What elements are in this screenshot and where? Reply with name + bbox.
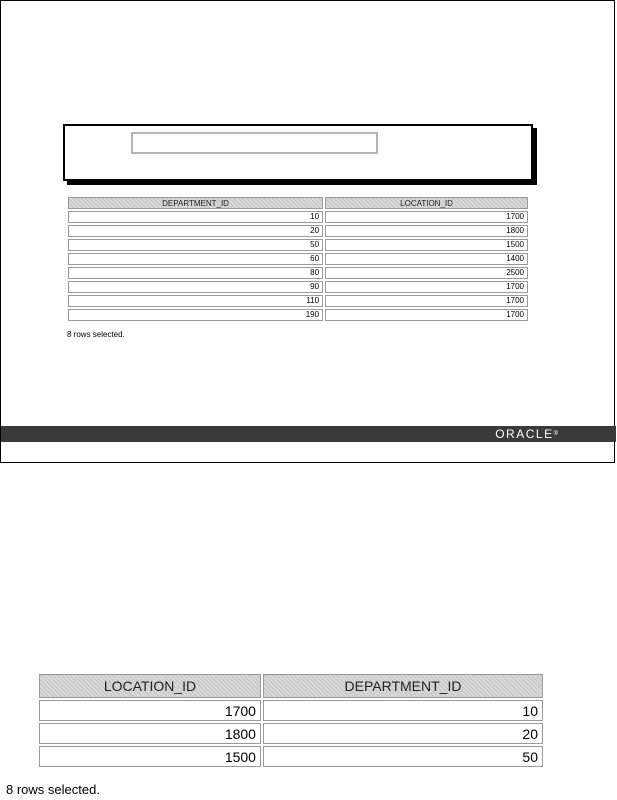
table-cell: 1500 <box>325 239 528 251</box>
table-cell: 2500 <box>325 267 528 279</box>
column-header: LOCATION_ID <box>325 197 528 209</box>
oracle-logo-text: ORACLE <box>495 427 554 441</box>
table-cell: 90 <box>68 281 323 293</box>
table-row <box>68 211 528 223</box>
table-cell: 1700 <box>39 700 261 721</box>
trademark-icon: ® <box>553 431 558 437</box>
table-cell: 80 <box>68 267 323 279</box>
table-cell: 10 <box>68 211 323 223</box>
table-cell: 1800 <box>39 723 261 744</box>
oracle-logo <box>495 427 558 441</box>
table-cell: 1400 <box>325 253 528 265</box>
table-cell: 60 <box>68 253 323 265</box>
sql-code-placeholder <box>131 132 378 154</box>
notes-result-table <box>37 672 545 769</box>
sql-code-box <box>63 124 533 181</box>
table-cell: 1800 <box>325 225 528 237</box>
table-cell: 1700 <box>325 281 528 293</box>
table-row <box>68 239 528 251</box>
table-row <box>68 309 528 321</box>
table-cell: 110 <box>68 295 323 307</box>
table-cell: 1700 <box>325 309 528 321</box>
notes-rows-selected-text: 8 rows selected. <box>6 782 100 797</box>
rows-selected-text: 8 rows selected. <box>67 330 125 339</box>
table-cell: 190 <box>68 309 323 321</box>
table-cell: 10 <box>263 700 543 721</box>
table-cell: 20 <box>68 225 323 237</box>
table-row <box>39 746 543 767</box>
table-row <box>68 281 528 293</box>
table-cell: 50 <box>68 239 323 251</box>
table-cell: 1500 <box>39 746 261 767</box>
column-header: LOCATION_ID <box>39 674 261 698</box>
slide-result-table <box>66 195 530 323</box>
table-row <box>68 295 528 307</box>
table-cell: 50 <box>263 746 543 767</box>
table-header-row <box>39 674 543 698</box>
table-cell: 1700 <box>325 295 528 307</box>
table-row <box>68 267 528 279</box>
column-header: DEPARTMENT_ID <box>68 197 323 209</box>
table-row <box>39 723 543 744</box>
table-row <box>39 700 543 721</box>
footer-bar <box>1 426 616 442</box>
table-cell: 20 <box>263 723 543 744</box>
table-row <box>68 225 528 237</box>
column-header: DEPARTMENT_ID <box>263 674 543 698</box>
table-header-row <box>68 197 528 209</box>
table-cell: 1700 <box>325 211 528 223</box>
table-row <box>68 253 528 265</box>
